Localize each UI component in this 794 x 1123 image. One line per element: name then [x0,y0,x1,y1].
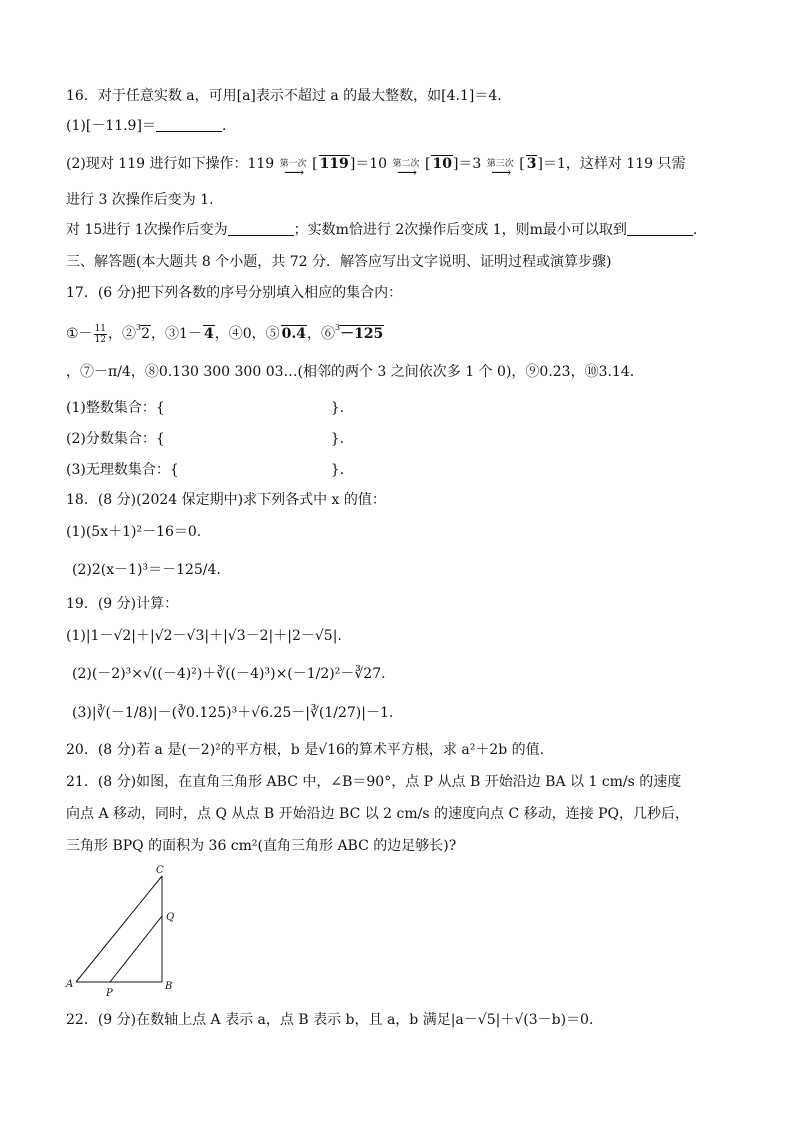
q17-numbers-line1: ①－ $\frac{11}{12}$ ，②$^3$2，③1－ 4，④0，⑤ 0.4，⑥$^3$－125 [66,323,384,345]
label-C: C [156,865,164,876]
segment-PQ [110,916,162,982]
q17-numbers-line2: ，⑦－π/4，⑧0.130 300 300 03…(相邻的两个 3 之间依次多 1 个 0)，⑨0.2̇3̇，⑩3.14. [66,364,635,380]
step-arrow-3: 第三次 ⟶ [486,159,514,181]
q22: 22．(9 分)在数轴上点 A 表示 a，点 B 表示 b，且 a，b 满足|a－√5|＋√(3－b)＝0. [66,1012,594,1028]
q21-line2: 向点 A 移动，同时，点 Q 从点 B 开始沿边 BC 以 2 cm/s 的速度向点 C 移动，连接 PQ，几秒后， [66,806,689,822]
q19-part3: (3)|∛(－1/8)|－(∛0.125)³＋√6.25－|∛(1/27)|－1. [72,705,394,721]
q18-part2: (2)2(x－1)³＝－125/4. [72,562,221,578]
q20: 20．(8 分)若 a 是(－2)²的平方根，b 是√16的算术平方根，求 a²＋2b 的值. [66,742,545,758]
step-arrow-1: 第一次 ⟶ [279,159,307,181]
step-arrow-2: 第二次 ⟶ [392,159,420,181]
q19-part2: (2)(－2)³×√((－4)²)＋∛((－4)³)×(－1/2)²－∛27. [72,666,386,682]
q16-part1: (1)[－11.9]＝ . [66,118,227,134]
label-Q: Q [166,912,175,923]
q16-part3: 对 15进行 1次操作后变为 ；实数m恰进行 2次操作后变成 1，则m最小可以取到 . [66,222,698,238]
label-B: B [165,981,173,992]
q18-part1: (1)(5x＋1)²－16＝0. [66,524,202,540]
q17-set-fractions: (2)分数集合：{ }. [66,431,345,447]
answer-blank[interactable] [228,221,294,236]
q19-stem: 19．(9 分)计算： [66,596,179,612]
q21-line1: 21．(8 分)如图，在直角三角形 ABC 中，∠B＝90°，点 P 从点 B 开始沿边 BA 以 1 cm/s 的速度 [66,774,682,790]
q17-set-irrationals: (3)无理数集合：{ }. [66,462,345,478]
q21-line3: 三角形 BPQ 的面积为 36 cm²(直角三角形 ABC 的边足够长)? [66,838,457,854]
answer-blank[interactable] [156,117,222,132]
q16-part2-cont: 进行 3 次操作后变为 1. [66,192,214,208]
q17-set-integers: (1)整数集合：{ }. [66,400,345,416]
label-P: P [106,988,113,999]
side-AC [76,876,162,982]
q16-stem: 16．对于任意实数 a，可用[a]表示不超过 a 的最大整数，如[4.1]＝4. [66,88,502,104]
triangle-diagram [60,860,190,1002]
section-heading: 三、解答题(本大题共 8 个小题，共 72 分．解答应写出文字说明、证明过程或演算步骤) [66,254,612,270]
q19-part1: (1)|1－√2|＋|√2－√3|＋|√3－2|＋|2－√5|. [66,628,342,644]
q17-stem: 17．(6 分)把下列各数的序号分别填入相应的集合内： [66,285,403,301]
label-A: A [66,979,74,990]
q18-stem: 18．(8 分)(2024 保定期中)求下列各式中 x 的值： [66,492,386,508]
q16-part2: (2)现对 119 进行如下操作：119 第一次 ⟶ [ 119]＝10 第二次 ⟶ [ 10]＝3 第三次 ⟶ [ 3]＝1，这样对 119 只需 [66,156,686,181]
answer-blank[interactable] [627,221,693,236]
